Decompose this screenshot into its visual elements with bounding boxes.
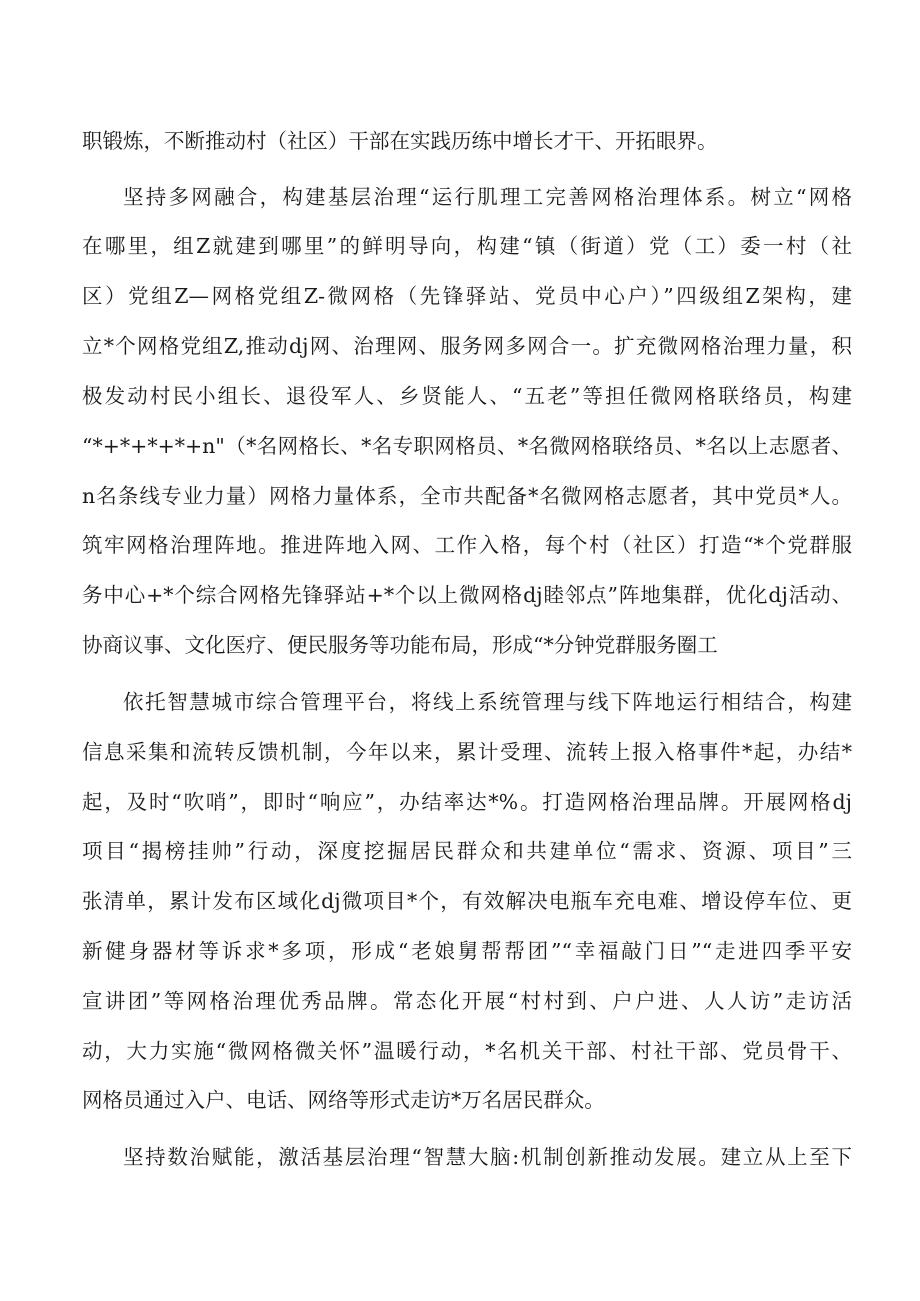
text-line: 信息采集和流转反馈机制，今年以来，累计受理、流转上报入格事件*起，办结* (82, 740, 852, 764)
text-line: 务中心+*个综合网格先锋驿站+*个以上微网格dj睦邻点”阵地集群，优化dj活动、 (82, 583, 852, 607)
text-line: n名条线专业力量）网格力量体系，全市共配备*名微网格志愿者，其中党员*人。 (82, 484, 852, 508)
text-line: 在哪里，组Z就建到哪里”的鲜明导向，构建“镇（街道）党（工）委一村（社 (82, 234, 852, 258)
text-line: 网格员通过入户、电话、网络等形式走访*万名居民群众。 (82, 1088, 605, 1112)
text-line: 宣讲团”等网格治理优秀品牌。常态化开展“村村到、户户进、人人访”走访活 (82, 989, 852, 1013)
paragraph-first-line: 坚持数治赋能，激活基层治理“智慧大脑:机制创新推动发展。建立从上至下 (123, 1145, 852, 1169)
text-line: 新健身器材等诉求*多项，形成“老娘舅帮帮团”“幸福敲门日”“走进四季平安 (82, 939, 852, 963)
text-line: 张清单，累计发布区域化dj微项目*个，有效解决电瓶车充电难、增设停车位、更 (82, 889, 852, 913)
text-line: 筑牢网格治理阵地。推进阵地入网、工作入格，每个村（社区）打造“*个党群服 (82, 533, 852, 557)
text-line: 协商议事、文化医疗、便民服务等功能布局，形成“*分钟党群服务圈工 (82, 633, 718, 657)
text-line: 极发动村民小组长、退役军人、乡贤能人、“五老”等担任微网格联络员，构建 (82, 384, 852, 408)
text-line: “*+*+*+*+n"（*名网格长、*名专职网格员、*名微网格联络员、*名以上志愿者、 (82, 434, 852, 458)
text-line: 职锻炼，不断推动村（社区）干部在实践历练中增长才干、开拓眼界。 (82, 129, 718, 153)
paragraph-first-line: 坚持多网融合，构建基层治理“运行肌理工完善网格治理体系。树立“网格 (123, 185, 852, 209)
text-line: 区）党组Z—网格党组Z-微网格（先锋驿站、党员中心户）”四级组Z架构，建 (82, 284, 852, 308)
text-line: 动，大力实施“微网格微关怀”温暖行动，*名机关干部、村社干部、党员骨干、 (82, 1039, 852, 1063)
text-line: 立*个网格党组Z,推动dj网、治理网、服务网多网合一。扩充微网格治理力量，积 (82, 334, 852, 358)
paragraph-first-line: 依托智慧城市综合管理平台，将线上系统管理与线下阵地运行相结合，构建 (123, 690, 852, 714)
text-line: 项目“揭榜挂帅”行动，深度挖掘居民群众和共建单位“需求、资源、项目”三 (82, 839, 852, 863)
text-line: 起，及时“吹哨”，即时“响应”，办结率达*%。打造网格治理品牌。开展网格dj (82, 790, 852, 814)
